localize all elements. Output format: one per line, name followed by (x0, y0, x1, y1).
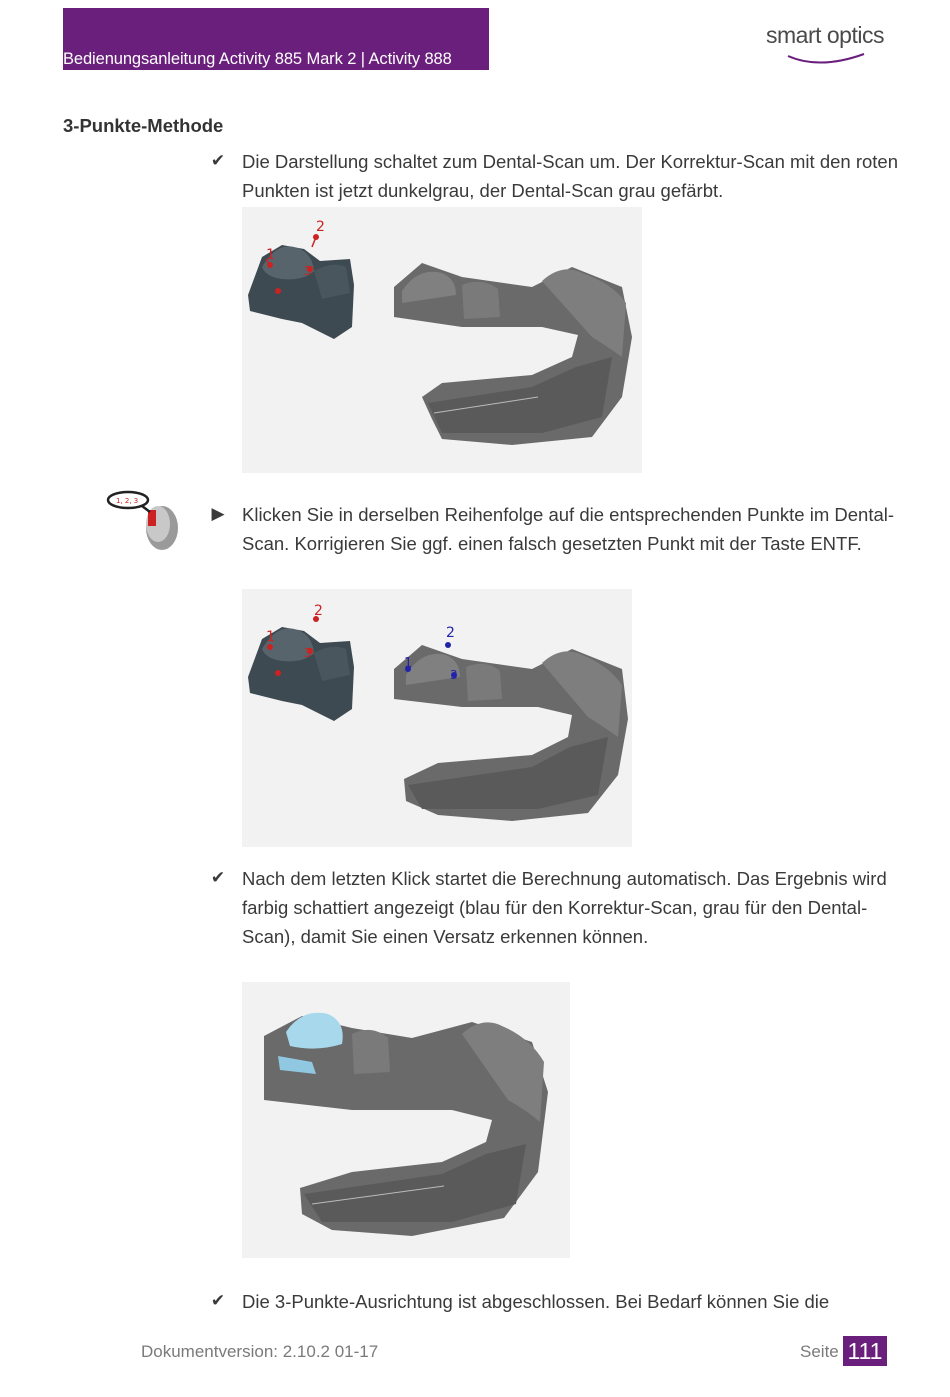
step-1-text: Die Darstellung schaltet zum Dental-Scan um. Der Korrektur-Scan mit den roten Punkten ist jetzt dunkelgrau, der Dental-Scan grau gefärbt. (242, 151, 898, 201)
fig1-label-1: 1 (266, 247, 275, 263)
step-3-text: Nach dem letzten Klick startet die Berechnung automatisch. Das Ergebnis wird farbig schattiert angezeigt (blau für den Korrektur-Scan, grau für den Dental-Scan), damit Sie einen Versatz erkennen können. (242, 868, 887, 947)
arrow-right-icon: ▶ (211, 504, 225, 523)
aligned-dental-arch (264, 1013, 548, 1236)
check-icon: ✔ (210, 1291, 226, 1310)
check-icon: ✔ (210, 868, 226, 887)
dental-arch (394, 625, 628, 821)
fig2-red-label-3: 3 (304, 646, 312, 660)
fig2-red-label-2: 2 (314, 603, 323, 619)
figure-point-selection (242, 589, 632, 847)
fig1-label-3: 3 (304, 264, 312, 278)
logo-text: smart optics (766, 22, 884, 48)
fig2-blue-label-3: 3 (450, 668, 458, 682)
section-title: 3-Punkte-Methode (63, 115, 224, 136)
doc-version: Dokumentversion: 2.10.2 01-17 (141, 1342, 379, 1361)
header-title: Bedienungsanleitung Activity 885 Mark 2 | Activity 888 (63, 50, 452, 68)
step-4-text: Die 3-Punkte-Ausrichtung ist abgeschlossen. Bei Bedarf können Sie die (242, 1291, 830, 1312)
fig1-label-2: 2 (316, 219, 325, 235)
dental-arch (394, 263, 632, 445)
mouse-click-icon (104, 488, 184, 552)
mouse-label: 1, 2, 3 (116, 497, 139, 505)
fig2-blue-label-2: 2 (446, 625, 455, 641)
check-icon: ✔ (210, 151, 226, 170)
step-2-text: Klicken Sie in derselben Reihenfolge auf die entsprechenden Punkte im Dental-Scan. Korrigieren Sie ggf. einen falsch gesetzten Punkt mit der Taste ENTF. (242, 504, 895, 554)
figure-dental-scan-gray (242, 207, 642, 473)
fig2-red-label-1: 1 (266, 629, 275, 645)
figure-alignment-result (242, 982, 570, 1258)
page-label: Seite (800, 1342, 839, 1361)
brand-logo (760, 18, 890, 68)
correction-scan-block (248, 219, 354, 339)
page-number: 111 (843, 1336, 887, 1366)
correction-scan-block (248, 603, 354, 721)
fig2-blue-label-1: 1 (404, 656, 413, 671)
